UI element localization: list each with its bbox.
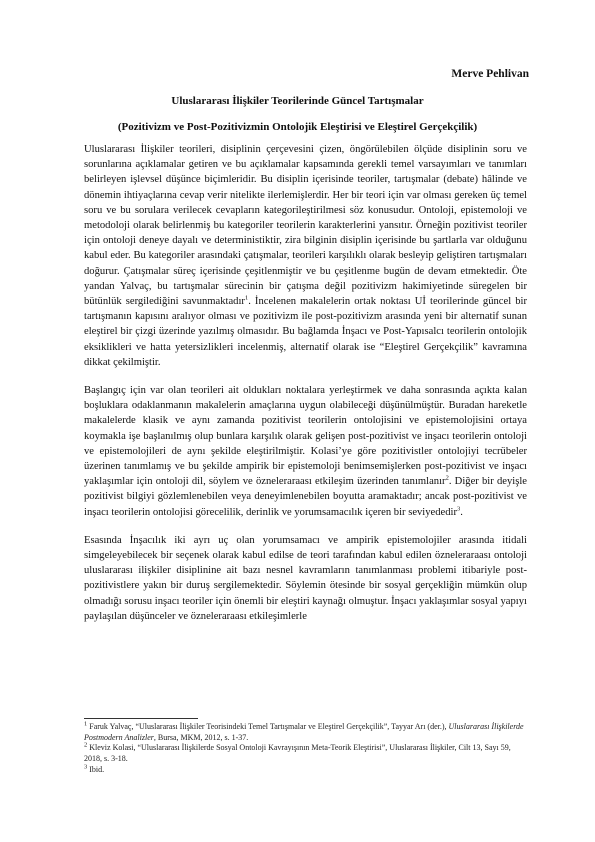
footnote-number: 3 — [84, 763, 88, 771]
footnote-number: 2 — [84, 741, 88, 749]
paragraph-2 — [84, 383, 527, 520]
body-text — [84, 142, 527, 637]
paragraph-text: Başlangıç için var olan teorileri ait oldukları noktalara yerleştirmek ve daha sonrasında açıkta kalan boşluklara odaklanmanın makalelerin amaçlarına uygun olabileceği düşünülmüştür. Buradan hareketle makalelerde klasik ve aynı zamanda pozitivist teorilerin ontolojisini ve epistemolojisini ortaya koymakla işe başlanılmış olup bunlara karşılık olarak gelişen post-pozitivist ve inşacı teorilerin ontoloji ve epistemolojileri de aynı şekilde eleştirilmiştir. Kolasi’ye göre pozitivistler ontolojiyi tecrübeler üzerinen tanımlamış ve bu şekilde ampirik bir epistemoloji benimsemişlerken post-pozitivist ve inşacı yaklaşımlar için ontoloji dil, söylem ve özneleraraası etkileşim üzerinden tanımlanır — [84, 385, 527, 488]
paragraph-text: . İncelenen makalelerin ortak noktası Uİ teorilerinde güncel bir tartışmanın kapısını aralıyor olması ve pozitivizm ile post-pozitivizm arasında yeni bir alternatif sunan eleştirel bir çizgi üzerinde yazılmış olmasıdır. Bu bağlamda İnşacı ve Post-Yapısalcı teorilerin ontolojik eksiklikleri ve hatta yetersizlikleri incelenmiş, alternatif olarak ise “Eleştirel Gerçekçilik” kavramına dikkat çekilmiştir. — [84, 296, 527, 368]
article-subtitle: (Pozitivizm ve Post-Pozitivizmin Ontolojik Eleştirisi ve Eleştirel Gerçekçilik) — [117, 121, 478, 133]
paragraph-3 — [84, 533, 527, 624]
footnote-number: 1 — [84, 720, 88, 728]
paragraph-1 — [84, 142, 527, 370]
paragraph-text: Esasında İnşacılık iki ayrı uç olan yorumsamacı ve ampirik epistemolojiler arasında itidali simgeleyebilecek bir seçenek olarak kabul edilse de teori tarafından kabul edilen özneleraraası ontoloji uluslararası ilişkiler disiplinine ait bazı nesnel kavramların tanımlanması problemi itibariyle post-pozitivistlere yakın bir duruş sergilemektedir. Söylemin ötesinde bir sosyal gerçekliğin mümkün olup olmadığı sorusu inşacı teoriler için önemli bir eleştiri kaynağı olmuştur. İnşacı yaklaşımlar sosyal yapıyı paylaşılan düşünceler ve özneleraraası etkileşimlerle — [84, 534, 527, 622]
footnote-text: Faruk Yalvaç, “Uluslararası İlişkiler Teorisindeki Temel Tartışmalar ve Eleştirel Gerçekçilik”, Tayyar Arı (der.), — [87, 722, 449, 731]
paragraph-text: . Diğer bir deyişle pozitivist bilgiyi gözlemlenebilen veya deneyimlenebilen boyutta aramaktadır; ancak post-pozitivist ve inşacı teorilerin ontolojisi görecelilik, derinlik ve yorumsamacılık içeren bir seviyededir — [84, 476, 527, 518]
footnote-ref-3[interactable]: 3 — [457, 505, 461, 513]
paragraph-text: . — [460, 506, 463, 518]
footnote-1 — [84, 722, 529, 743]
footnotes — [84, 722, 529, 776]
footnote-ref-2[interactable]: 2 — [445, 474, 449, 482]
footnote-3 — [84, 765, 529, 776]
footnote-book-title: Uluslararası İlişkilerde Postmodern Analizler — [84, 722, 524, 742]
author-name: Merve Pehlivan — [451, 68, 529, 80]
footnote-2 — [84, 743, 529, 764]
footnote-ref-1[interactable]: 1 — [244, 294, 249, 302]
footnote-text: , Bursa, MKM, 2012, s. 1-37. — [153, 732, 249, 742]
article-title: Uluslararası İlişkiler Teorilerinde Güncel Tartışmalar — [171, 95, 424, 107]
paragraph-text: Uluslararası İlişkiler teorileri, disiplinin çerçevesini çizen, öngörülebilen ölçüde disiplinin soru ve sorunlarına açıklamalar getiren ve bu açıklamalar kapsamında gerekli temel varsayımları ve tanımları belirleyen işlevsel düşünce biçimleridir. Bu disiplin içerisinde teoriler, tartışmalar (debate) hâlinde ve dönemin ihtiyaçlarına cevap verir nitelikte ilerlemişlerdir. Her bir teori için var olması gereken üç temel soru ve bu sorulara verilecek cevapların kategorileştirilmesi söz konusudur. Ontoloji, epistemoloji ve metodoloji olarak belirlenmiş bu kategoriler teorilerin karakterlerini yansıtır. Örneğin pozitivist teoriler için ontoloji deneye dayalı ve deterministiktir, zira bilginin disiplin içerisinde bu şartlarla var olduğunu kabul eder. Bu kategoriler arasındaki çatışmalar, teorileri karşılıklı olarak besleyip geliştiren tartışmaları doğurur. Çatışmalar süreç içerisinde çeşitlenmiştir ve bu çeşitlenme bugün de devam etmektedir. Öte yandan Yalvaç, bu tartışmalar sürecinin bir çatışma değil pozitivizm hakimiyetinde süregelen bir bütünlük sergilediğini savunmaktadır — [84, 144, 527, 308]
footnote-divider — [84, 718, 198, 719]
footnote-text: Kleviz Kolasi, “Uluslararası İlişkilerde Sosyal Ontoloji Kavrayışının Meta-Teorik Eleştirisi”, Uluslararası İlişkiler, Cilt 13, Sayı 59, 2018, s. 3-18. — [84, 743, 511, 764]
footnote-text: Ibid. — [87, 764, 105, 774]
